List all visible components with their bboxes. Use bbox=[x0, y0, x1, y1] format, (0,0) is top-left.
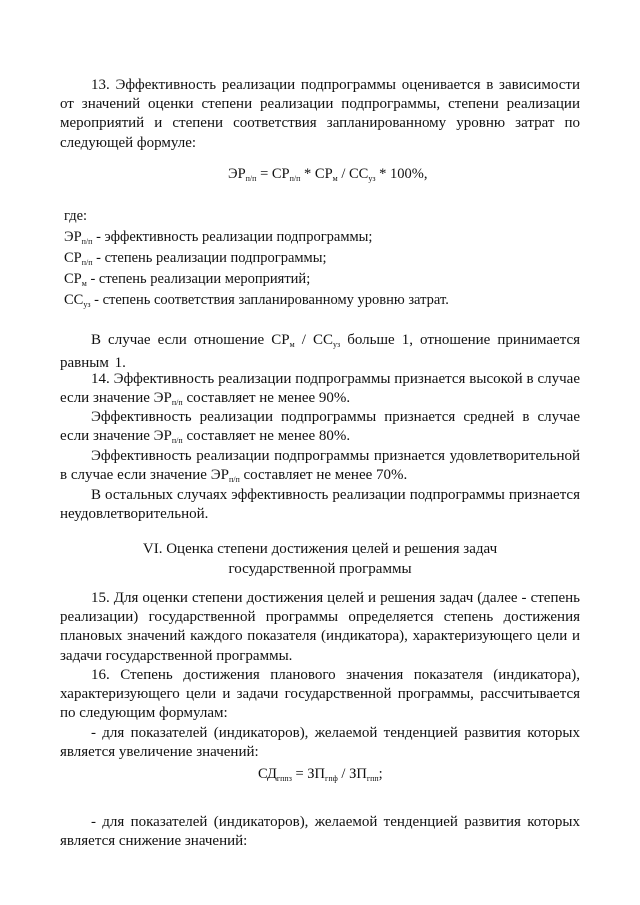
definition-item bbox=[64, 292, 449, 309]
formula-achievement bbox=[258, 766, 383, 783]
formula-symbol: ЗП bbox=[307, 766, 326, 782]
definition-subscript: м bbox=[81, 279, 87, 288]
formula-subscript: м bbox=[332, 174, 338, 183]
definition-text: - степень соответствия запланированному уровню затрат. bbox=[90, 292, 449, 308]
definition-item bbox=[64, 271, 310, 288]
ratio-subscript: уз bbox=[332, 340, 341, 349]
paragraph-14-medium bbox=[60, 408, 580, 450]
definition-symbol: ЭР bbox=[64, 229, 82, 245]
paragraph-14-unsatisfactory: В остальных случаях эффективность реализации подпрограммы признается неудовлетворительной. bbox=[60, 487, 580, 523]
formula-symbol: ЭР bbox=[228, 166, 246, 182]
formula-operator: ; bbox=[378, 766, 383, 782]
paragraph-symbol: ЭР bbox=[153, 390, 172, 407]
definition-subscript: уз bbox=[83, 300, 91, 309]
formula-symbol: СД bbox=[258, 766, 277, 782]
formula-subscript: уз bbox=[368, 174, 376, 183]
paragraph-subscript: п/п bbox=[171, 398, 183, 408]
section-heading bbox=[60, 540, 580, 579]
formula-subscript: п/п bbox=[245, 174, 257, 183]
formula-subscript: гпф bbox=[325, 774, 338, 783]
paragraph-text: Эффективность реализации подпрограммы признается средней в случае если значение bbox=[60, 409, 580, 445]
paragraph-13: 13. Эффективность реализации подпрограммы оценивается в зависимости от значений оценки степени реализации подпрограммы, степени реализации мероприятий и степени соответствия запланированному уровню затрат по следующей формуле: bbox=[60, 77, 580, 151]
formula-symbol: СС bbox=[349, 166, 369, 182]
formula-subscript: п/п bbox=[289, 174, 301, 183]
paragraph-subscript: п/п bbox=[228, 475, 240, 485]
formula-operator: = bbox=[256, 166, 272, 182]
paragraph-15: 15. Для оценки степени достижения целей и решения задач (далее - степень реализации) государственной программы определяется степень достижения плановых значений каждого показателя (индикатора), характеризующего цели и задачи государственной программы. bbox=[60, 590, 580, 664]
ratio-symbol: СР bbox=[271, 332, 290, 348]
ratio-operator: / bbox=[294, 332, 313, 348]
paragraph-text: 14. Эффективность реализации подпрограммы признается высокой в случае если значение bbox=[60, 371, 580, 407]
paragraph-14-satisfactory bbox=[60, 447, 580, 489]
paragraph-text: составляет не менее 80%. bbox=[182, 428, 351, 445]
paragraph-subscript: п/п bbox=[171, 436, 183, 446]
formula-operator: / bbox=[337, 166, 350, 182]
formula-symbol: ЗП bbox=[349, 766, 367, 782]
paragraph-text: составляет не менее 90%. bbox=[182, 390, 351, 407]
formula-operator: * bbox=[300, 166, 315, 182]
definition-subscript: п/п bbox=[81, 237, 93, 246]
definition-subscript: п/п bbox=[81, 258, 93, 267]
formula-subscript: гпп bbox=[366, 774, 379, 783]
formula-symbol: СР bbox=[314, 166, 333, 182]
definition-text: - степень реализации мероприятий; bbox=[86, 271, 311, 287]
formula-subscript: гппз bbox=[276, 774, 292, 783]
definition-text: - степень реализации подпрограммы; bbox=[92, 250, 327, 266]
ratio-text: больше 1, отношение принимается равным 1. bbox=[60, 332, 580, 372]
paragraph-text: Эффективность реализации подпрограммы признается удовлетворительной в случае если значение bbox=[60, 448, 580, 484]
formula-symbol: СР bbox=[271, 166, 290, 182]
paragraph-14 bbox=[60, 370, 580, 412]
definition-symbol: СС bbox=[64, 292, 84, 308]
definition-symbol: СР bbox=[64, 250, 82, 266]
paragraph-symbol: ЭР bbox=[153, 428, 172, 445]
ratio-symbol: СС bbox=[312, 332, 333, 348]
ratio-text: В случае если отношение bbox=[91, 332, 272, 348]
ratio-subscript: м bbox=[289, 340, 295, 349]
definition-symbol: СР bbox=[64, 271, 82, 287]
where-label: где: bbox=[64, 208, 88, 224]
formula-operator: = bbox=[291, 766, 308, 782]
ratio-paragraph bbox=[60, 331, 580, 373]
definition-text: - эффективность реализации подпрограммы; bbox=[92, 229, 373, 245]
formula-operator: / bbox=[337, 766, 350, 782]
paragraph-text: составляет не менее 70%. bbox=[239, 467, 408, 484]
section-heading-line: государственной программы bbox=[228, 560, 412, 577]
definition-item bbox=[64, 229, 372, 246]
section-heading-line: VI. Оценка степени достижения целей и решения задач bbox=[142, 541, 498, 557]
paragraph-symbol: ЭР bbox=[210, 467, 229, 484]
paragraph-16-decrease: - для показателей (индикаторов), желаемой тенденцией развития которых является снижение значений: bbox=[60, 814, 580, 850]
paragraph-16-increase: - для показателей (индикаторов), желаемой тенденцией развития которых является увеличение значений: bbox=[60, 725, 580, 761]
formula-operator: * 100%, bbox=[375, 166, 428, 182]
formula-efficiency bbox=[228, 166, 428, 183]
definition-item bbox=[64, 250, 327, 267]
paragraph-16: 16. Степень достижения планового значения показателя (индикатора), характеризующего цели и задачи государственной программы, рассчитывается по следующим формулам: bbox=[60, 667, 580, 722]
